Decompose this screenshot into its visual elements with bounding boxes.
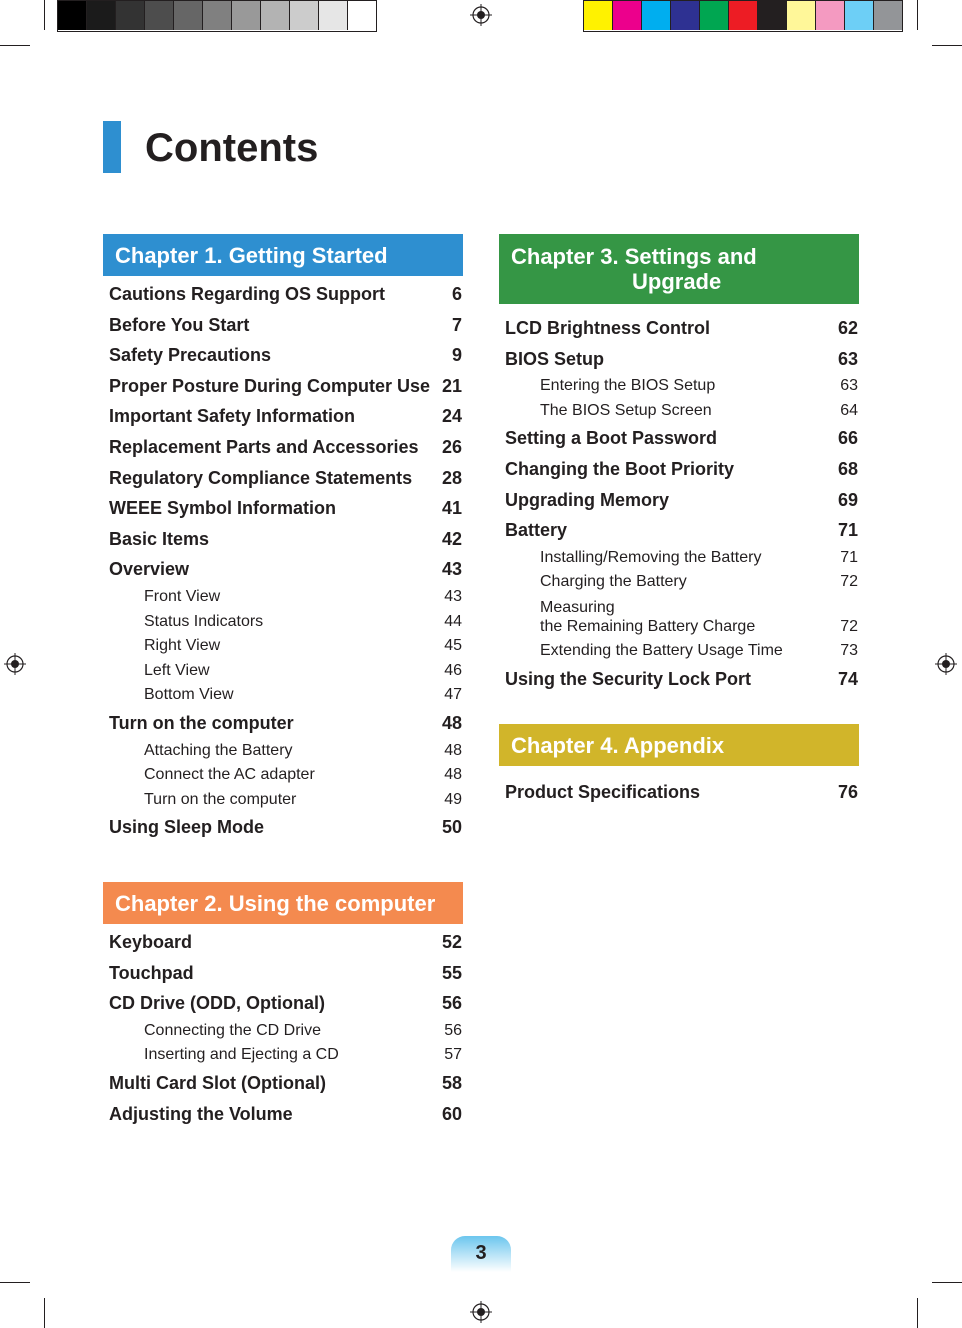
color-swatch (58, 1, 87, 30)
toc-subentry (103, 739, 463, 764)
color-swatch (290, 1, 319, 30)
toc-entry-label: Left View (144, 661, 210, 679)
toc-entry-page: 68 (837, 458, 858, 479)
toc-entry-label: CD Drive (ODD, Optional) (109, 993, 326, 1014)
color-swatch (203, 1, 232, 30)
color-swatch (874, 1, 902, 30)
toc-entry-label: Overview (109, 559, 190, 580)
chapter-1-section (103, 234, 463, 843)
toc-entry-page: 72 (840, 573, 858, 591)
toc-entry (103, 927, 463, 958)
toc-entry-page: 46 (444, 661, 462, 679)
toc-subentry (499, 546, 859, 571)
toc-entry (103, 554, 463, 585)
color-swatch (787, 1, 816, 30)
toc-entry (103, 401, 463, 432)
crop-mark (0, 45, 30, 46)
crop-mark (917, 1298, 918, 1328)
toc-entry (103, 463, 463, 494)
toc-entry (103, 524, 463, 555)
toc-entry-page: 57 (444, 1046, 462, 1064)
toc-entry-page: 45 (444, 637, 462, 655)
toc-entry-label: Turn on the computer (109, 712, 294, 733)
chapter-4-section (499, 724, 859, 808)
registration-mark-icon (470, 1301, 492, 1323)
toc-entry-page: 44 (444, 612, 462, 630)
toc-subentry (103, 610, 463, 635)
toc-subentry (103, 763, 463, 788)
toc-entry (103, 310, 463, 341)
chapter-2-toc (103, 927, 463, 1129)
toc-entry-page: 73 (840, 641, 858, 659)
color-swatch (319, 1, 348, 30)
toc-entry (499, 777, 859, 808)
toc-subentry (499, 570, 859, 595)
toc-entry-page: 63 (840, 377, 858, 395)
registration-mark-icon (935, 653, 957, 675)
color-swatch (348, 1, 376, 30)
toc-entry (103, 432, 463, 463)
color-swatch (758, 1, 787, 30)
toc-entry-page: 71 (840, 548, 858, 566)
toc-subentry (103, 659, 463, 684)
toc-subentry (499, 399, 859, 424)
toc-entry (103, 708, 463, 739)
toc-entry-label: Right View (144, 637, 221, 655)
color-swatch (116, 1, 145, 30)
toc-entry-label: Connecting the CD Drive (144, 1021, 321, 1039)
color-swatch (700, 1, 729, 30)
toc-entry-page: 62 (837, 318, 858, 338)
toc-entry-label: Status Indicators (144, 612, 264, 630)
toc-entry-page: 60 (441, 1103, 462, 1124)
toc-entry-label: Important Safety Information (109, 406, 356, 427)
color-swatch (642, 1, 671, 30)
chapter-4-header: Chapter 4. Appendix (499, 724, 859, 766)
toc-entry-label: Measuring the Remaining Battery Charge (540, 598, 756, 635)
toc-entry-label: Cautions Regarding OS Support (109, 284, 386, 304)
toc-entry-label: Replacement Parts and Accessories (109, 436, 419, 457)
toc-subentry (103, 788, 463, 813)
color-swatch (87, 1, 116, 30)
toc-subentry (499, 374, 859, 399)
toc-entry (499, 485, 859, 516)
chapter-3-title-line1: Chapter 3. Settings and (511, 244, 757, 269)
title-accent-bar (103, 121, 121, 173)
toc-entry-label: Safety Precautions (109, 345, 272, 366)
toc-entry-page: 76 (837, 782, 858, 802)
toc-entry-page: 64 (840, 401, 858, 419)
crop-mark (0, 1282, 30, 1283)
toc-subentry (499, 639, 859, 664)
crop-mark (44, 0, 45, 30)
toc-entry-page: 6 (451, 284, 462, 304)
toc-entry-page: 74 (837, 668, 858, 689)
toc-entry (103, 958, 463, 989)
toc-entry-page: 9 (451, 345, 462, 366)
toc-entry (103, 812, 463, 843)
toc-entry-page: 43 (441, 559, 462, 580)
toc-entry-label: LCD Brightness Control (505, 318, 710, 338)
toc-entry-label: Installing/Removing the Battery (540, 548, 762, 566)
toc-entry-page: 42 (441, 528, 462, 549)
toc-entry-label: Entering the BIOS Setup (540, 377, 716, 395)
chapter-3-toc (499, 313, 859, 694)
toc-entry-page: 21 (441, 375, 462, 396)
toc-entry-page: 28 (441, 467, 462, 488)
toc-entry-page: 69 (837, 489, 858, 510)
toc-entry-page: 56 (444, 1021, 462, 1039)
color-swatch (584, 1, 613, 30)
toc-subentry (103, 1019, 463, 1044)
toc-entry-label: Front View (144, 587, 221, 605)
toc-entry-page: 48 (444, 766, 462, 784)
toc-entry-label: Attaching the Battery (144, 741, 293, 759)
toc-entry (103, 340, 463, 371)
toc-entry-label: Multi Card Slot (Optional) (109, 1072, 326, 1093)
chapter-3-section (499, 234, 859, 694)
toc-entry-label: Using the Security Lock Port (505, 668, 752, 689)
chapter-1-header: Chapter 1. Getting Started (103, 234, 463, 276)
toc-entry-label: Changing the Boot Priority (505, 458, 734, 479)
color-swatch (671, 1, 700, 30)
crop-mark (932, 45, 962, 46)
toc-entry-label: Battery (505, 520, 568, 541)
toc-entry-page: 41 (441, 498, 462, 519)
toc-entry-label: Using Sleep Mode (109, 817, 265, 838)
toc-entry (499, 515, 859, 546)
toc-subentry (103, 683, 463, 708)
crop-mark (44, 1298, 45, 1328)
toc-subentry (499, 595, 859, 639)
toc-entry (103, 988, 463, 1019)
toc-entry-page: 58 (441, 1072, 462, 1093)
toc-entry-label: Connect the AC adapter (144, 766, 315, 784)
page-number: 3 (451, 1236, 511, 1272)
toc-entry-page: 52 (441, 932, 462, 952)
toc-entry (499, 423, 859, 454)
toc-entry-page: 56 (441, 993, 462, 1014)
chapter-4-toc (499, 777, 859, 808)
toc-entry-page: 55 (441, 962, 462, 983)
color-swatch (845, 1, 874, 30)
color-swatch (174, 1, 203, 30)
registration-mark-icon (4, 653, 26, 675)
toc-entry-label: Charging the Battery (540, 573, 687, 591)
toc-entry-page: 63 (837, 348, 858, 369)
toc-entry (499, 454, 859, 485)
page-title: Contents (145, 126, 319, 170)
crop-mark (932, 1282, 962, 1283)
toc-entry (499, 664, 859, 695)
toc-entry-label: Product Specifications (505, 782, 701, 802)
toc-subentry (103, 634, 463, 659)
crop-mark (917, 0, 918, 30)
toc-entry (103, 1099, 463, 1130)
toc-entry-label: Regulatory Compliance Statements (109, 467, 413, 488)
toc-entry (103, 1068, 463, 1099)
toc-entry-label: Bottom View (144, 686, 234, 704)
toc-entry (499, 313, 859, 344)
toc-entry-page: 7 (451, 314, 462, 335)
toc-entry (499, 344, 859, 375)
toc-entry-label: Inserting and Ejecting a CD (144, 1046, 339, 1064)
toc-entry-label: Upgrading Memory (505, 489, 670, 510)
toc-entry-label: Setting a Boot Password (505, 428, 718, 449)
color-swatch (261, 1, 290, 30)
toc-entry-label: Proper Posture During Computer Use (109, 375, 431, 396)
toc-entry-page: 43 (444, 587, 462, 605)
color-swatch (145, 1, 174, 30)
color-calibration-bar (583, 0, 903, 32)
toc-entry-page: 47 (444, 686, 462, 704)
toc-entry-page: 71 (837, 520, 858, 541)
grayscale-calibration-bar (57, 0, 377, 32)
toc-entry-page: 66 (837, 428, 858, 449)
chapter-3-header (499, 234, 859, 304)
chapter-2-header: Chapter 2. Using the computer (103, 882, 463, 924)
color-swatch (613, 1, 642, 30)
toc-entry-label: Touchpad (109, 962, 194, 983)
registration-mark-icon (470, 4, 492, 26)
toc-entry (103, 493, 463, 524)
toc-subentry (103, 585, 463, 610)
chapter-2-section (103, 882, 463, 1129)
toc-entry-label: Before You Start (109, 314, 250, 335)
toc-entry-page: 50 (441, 817, 462, 838)
toc-entry-label: Keyboard (109, 932, 193, 952)
color-swatch (232, 1, 261, 30)
toc-entry-label: Basic Items (109, 528, 210, 549)
color-swatch (816, 1, 845, 30)
toc-subentry (103, 1043, 463, 1068)
toc-entry-page: 48 (444, 741, 462, 759)
color-swatch (729, 1, 758, 30)
toc-entry-label: WEEE Symbol Information (109, 498, 337, 519)
toc-entry (103, 279, 463, 310)
toc-entry-label: Extending the Battery Usage Time (540, 641, 783, 659)
toc-entry (103, 371, 463, 402)
toc-entry-page: 48 (441, 712, 462, 733)
toc-entry-label: The BIOS Setup Screen (540, 401, 712, 419)
toc-entry-page: 49 (444, 790, 462, 808)
toc-entry-label: BIOS Setup (505, 348, 605, 369)
toc-entry-page: 26 (441, 436, 462, 457)
toc-entry-label: Adjusting the Volume (109, 1103, 293, 1124)
chapter-3-title-line2: Upgrade (632, 269, 722, 294)
chapter-1-toc (103, 279, 463, 843)
toc-entry-page: 24 (441, 406, 462, 427)
toc-entry-label: Turn on the computer (144, 790, 297, 808)
toc-entry-page: 72 (840, 617, 858, 635)
